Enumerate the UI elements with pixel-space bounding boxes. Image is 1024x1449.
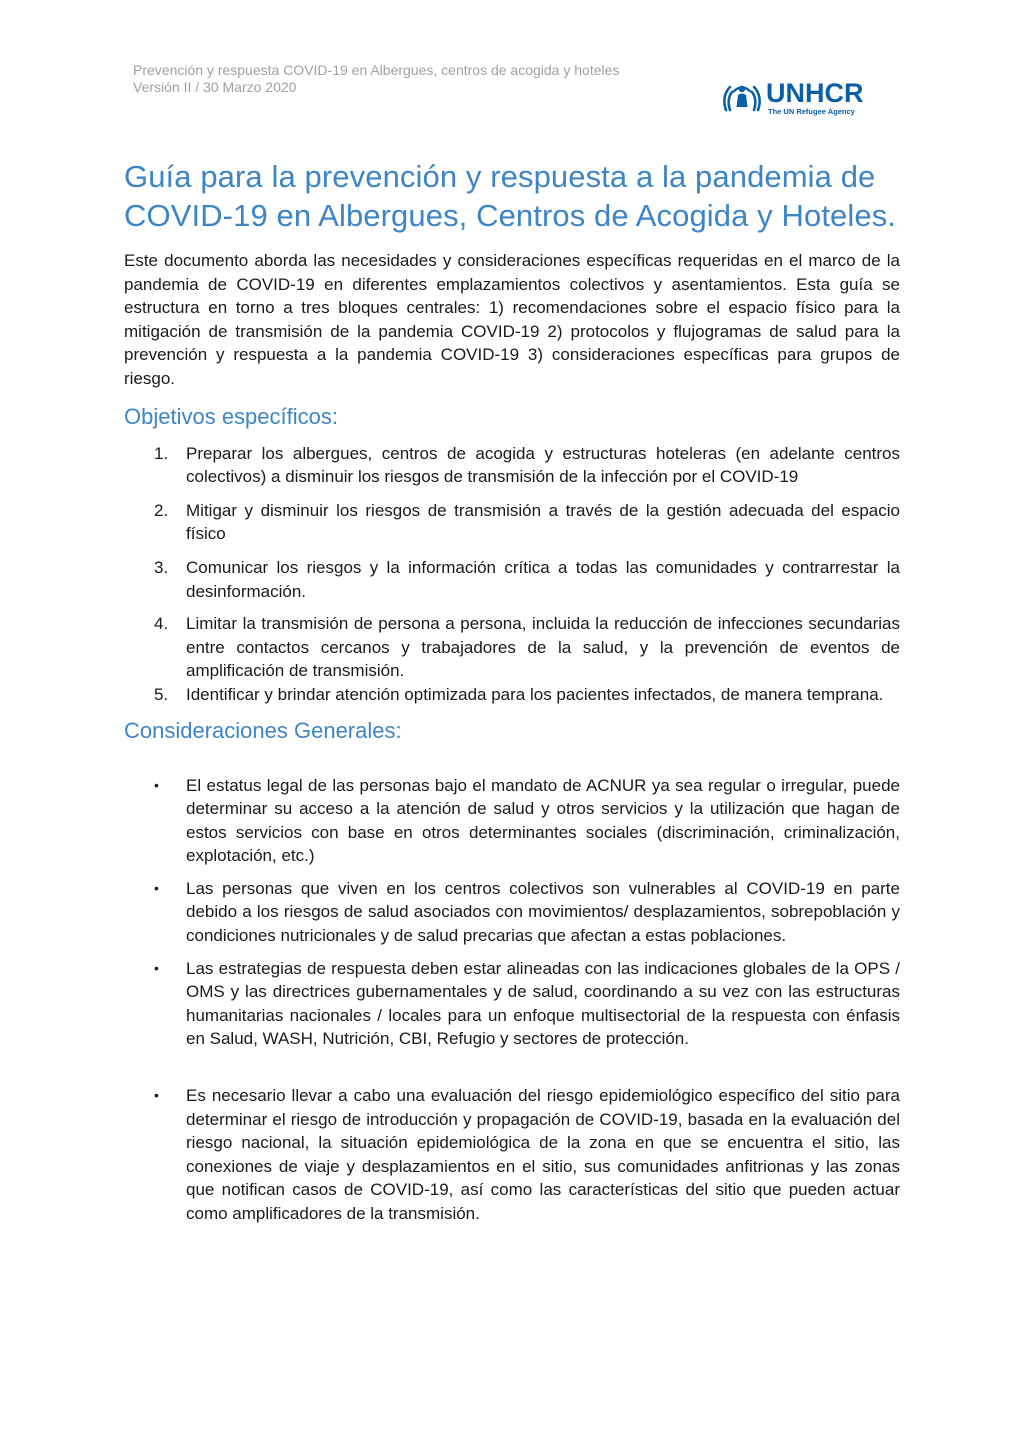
objective-number: 5. — [154, 684, 169, 704]
consideration-item — [124, 877, 900, 948]
document-title: Guía para la prevención y respuesta a la pandemia de COVID-19 en Albergues, Centros de Acogida y Hoteles. — [124, 159, 897, 233]
objective-item — [124, 556, 900, 603]
unhcr-logo — [721, 78, 871, 118]
objective-text: Preparar los albergues, centros de acogida y estructuras hoteleras (en adelante centros colectivos) a disminuir los riesgos de transmisión de la infección por el COVID-19 — [186, 443, 900, 487]
consideration-item — [124, 774, 900, 868]
unhcr-emblem-icon — [721, 80, 763, 116]
bullet-icon: • — [154, 1087, 159, 1104]
running-header — [133, 62, 619, 96]
consideration-text: Las estrategias de respuesta deben estar alineadas con las indicaciones globales de la OPS / OMS y las directrices gubernamentales y de salud, coordinando a su vez con las estructuras humanitarias nacionales / locales para un enfoque multisectorial de la respuesta con énfasis en Salud, WASH, Nutrición, CBI, Refugio y sectores de protección. — [186, 958, 900, 1049]
objective-number: 4. — [154, 614, 169, 634]
consideration-item — [124, 1084, 900, 1226]
objective-text: Comunicar los riesgos y la información crítica a todas las comunidades y contrarrestar la desinformación. — [186, 557, 900, 601]
objective-number: 1. — [154, 443, 169, 463]
objective-item — [124, 683, 900, 707]
objectives-heading: Objetivos específicos: — [124, 403, 338, 429]
objective-number: 3. — [154, 557, 169, 577]
objective-item — [124, 499, 900, 546]
objective-item — [124, 612, 900, 683]
bullet-icon: • — [154, 879, 159, 896]
consideration-text: El estatus legal de las personas bajo el mandato de ACNUR ya sea regular o irregular, puede determinar su acceso a la atención de salud y otros servicios y la utilización que hagan de estos servicios con base en otros determinantes sociales (discriminación, criminalización, explotación, etc.) — [186, 775, 900, 866]
header-document-title: Prevención y respuesta COVID-19 en Albergues, centros de acogida y hoteles — [133, 62, 620, 78]
intro-paragraph: Este documento aborda las necesidades y consideraciones específicas requeridas en el marco de la pandemia de COVID-19 en diferentes emplazamientos colectivos y asentamientos. Esta guía se estructura en torno a tres bloques centrales: 1) recomendaciones sobre el espacio físico para la mitigación de transmisión de la pandemia COVID-19 2) protocolos y flujogramas de salud para la prevención y respuesta a la pandemia COVID-19 3) consideraciones específicas para grupos de riesgo. — [124, 251, 900, 388]
page-header — [133, 62, 893, 122]
consideration-item — [124, 957, 900, 1051]
objectives-list — [124, 442, 900, 707]
considerations-list — [124, 774, 900, 1226]
objective-text: Mitigar y disminuir los riesgos de transmisión a través de la gestión adecuada del espacio físico — [186, 500, 900, 544]
document-body — [124, 157, 900, 1226]
objective-text: Identificar y brindar atención optimizada para los pacientes infectados, de manera temprana. — [186, 684, 884, 704]
bullet-icon: • — [154, 776, 159, 793]
logo-tagline: The UN Refugee Agency — [768, 107, 855, 116]
logo-wordmark: UNHCR — [766, 78, 864, 108]
consideration-text: Las personas que viven en los centros colectivos son vulnerables al COVID-19 en parte debido a los riesgos de salud asociados con movimientos/ desplazamientos, sobrepoblación y condiciones nutricionales y de salud precarias que afectan a estas poblaciones. — [186, 878, 900, 946]
considerations-heading: Consideraciones Generales: — [124, 717, 402, 743]
objective-text: Limitar la transmisión de persona a persona, incluida la reducción de infecciones secundarias entre contactos cercanos y trabajadores de la salud, y la prevención de eventos de amplificación de transmisión. — [186, 614, 900, 681]
consideration-text: Es necesario llevar a cabo una evaluación del riesgo epidemiológico específico del sitio para determinar el riesgo de introducción y propagación de COVID-19, basada en la evaluación del riesgo nacional, la situación epidemiológica de la zona en que se encuentra el sitio, las conexiones de viaje y desplazamientos en el sitio, sus comunidades anfitrionas y las zonas que notifican casos de COVID-19, así como las características del sitio que pueden actuar como amplificadores de la transmisión. — [186, 1086, 900, 1223]
objective-item — [124, 442, 900, 489]
objective-number: 2. — [154, 500, 169, 520]
header-version: Versión II / 30 Marzo 2020 — [133, 79, 297, 95]
bullet-icon: • — [154, 959, 159, 976]
